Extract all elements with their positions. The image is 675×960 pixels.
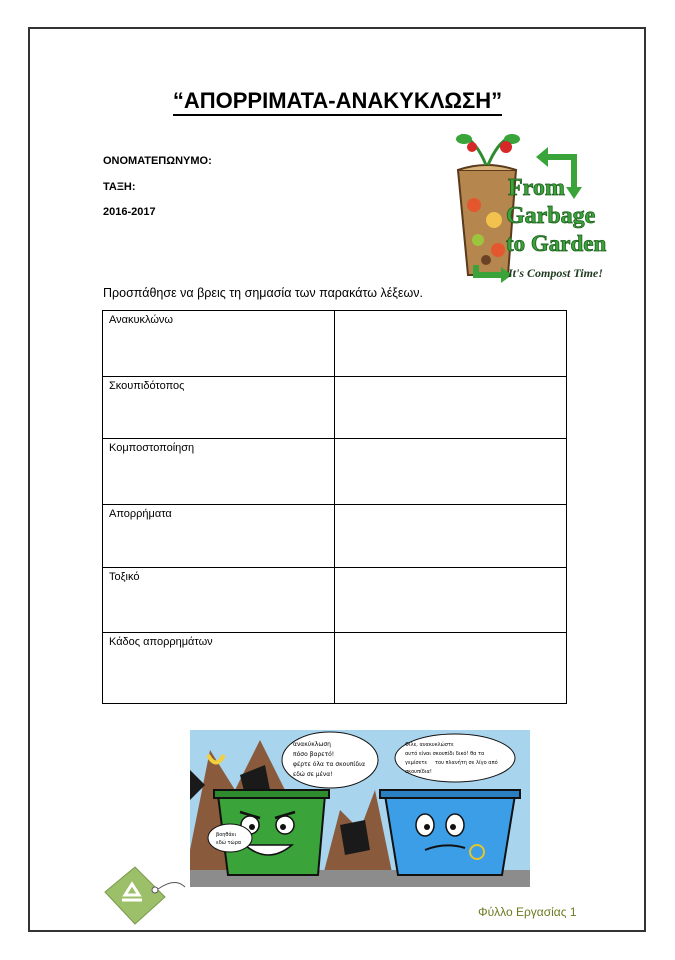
bubble-left-line3: φέρτε όλα τα σκουπίδια <box>293 761 366 768</box>
bubble-right-line3: γεμίσετε <box>405 760 428 766</box>
vocabulary-table <box>102 310 567 704</box>
bubble-left-line1: ανακύκλωση <box>293 741 331 748</box>
bubble-right-line5: σκουπίδια! <box>405 769 432 775</box>
meaning-cell[interactable] <box>335 439 567 505</box>
logo-line2: Garbage <box>506 203 596 229</box>
term-cell: Ανακυκλώνω <box>103 311 335 377</box>
table-row <box>103 439 567 505</box>
term-cell: Τοξικό <box>103 568 335 633</box>
bubble-left-line2: πόσο βαρετό! <box>293 751 335 758</box>
meaning-cell[interactable] <box>335 633 567 704</box>
meaning-cell[interactable] <box>335 568 567 633</box>
table-row <box>103 568 567 633</box>
bubble-right-line2: αυτό είναι σκουπίδι δικό! θα τα <box>405 751 485 757</box>
meaning-cell[interactable] <box>335 377 567 439</box>
term-cell: Κάδος απορρημάτων <box>103 633 335 704</box>
class-label: ΤΑΞΗ: <box>103 181 136 193</box>
bubble-right-line4: του πλανήτη σε λίγο από <box>435 760 498 766</box>
school-year: 2016-2017 <box>103 206 156 218</box>
term-cell: Απορρήματα <box>103 505 335 568</box>
term-cell: Σκουπιδότοπος <box>103 377 335 439</box>
instruction-text: Προσπάθησε να βρεις τη σημασία των παρακάτω λέξεων. <box>103 286 423 300</box>
term-cell: Κομποστοποίηση <box>103 439 335 505</box>
table-row <box>103 633 567 704</box>
meaning-cell[interactable] <box>335 311 567 377</box>
worksheet-number: Φύλλο Εργασίας 1 <box>478 905 577 919</box>
compost-logo <box>446 125 611 290</box>
table-row <box>103 377 567 439</box>
logo-line3: to Garden <box>506 231 607 256</box>
recycling-bins-cartoon <box>190 730 530 887</box>
table-row <box>103 311 567 377</box>
table-row <box>103 505 567 568</box>
name-label: ΟΝΟΜΑΤΕΠΩΝΥΜΟ: <box>103 155 212 167</box>
bubble-small-line1: βοηθάει <box>216 832 237 838</box>
bubble-right-line1: Φίλε, ανακυκλώστε <box>405 742 454 748</box>
logo-tagline: It's Compost Time! <box>508 266 603 280</box>
bubble-small-line2: εδώ τώρα <box>216 840 242 846</box>
page-title: “ΑΠΟΡΡΙΜΑΤΑ-ΑΝΑΚΥΚΛΩΣΗ” <box>0 88 675 114</box>
bubble-left-line4: εδώ σε μένα! <box>293 771 333 778</box>
meaning-cell[interactable] <box>335 505 567 568</box>
recycle-tag-icon <box>100 862 190 927</box>
logo-line1: From <box>508 175 565 201</box>
